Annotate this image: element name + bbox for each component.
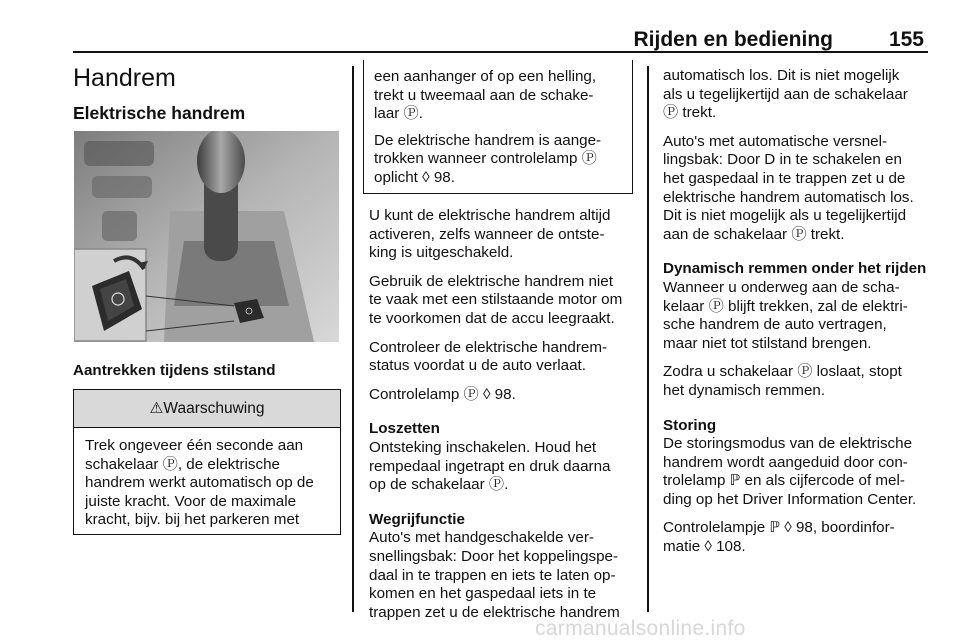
chapter-title: Rijden en bediening bbox=[633, 28, 833, 51]
warning-continued-paragraph: een aanhanger of op een helling, trekt u tweemaal aan de schake- laar Ⓟ. bbox=[374, 68, 597, 123]
paragraph: Gebruik de elektrische handrem niet te vaak met een stilstaande motor om te voorkomen dat de accu leegraakt. bbox=[369, 272, 623, 327]
column-2-text bbox=[369, 207, 639, 632]
page-number: 155 bbox=[888, 28, 924, 51]
warning-line: handrem werkt automatisch op de bbox=[85, 474, 314, 492]
header-rule bbox=[73, 51, 928, 53]
paragraph: Controleer de elektrische handrem- status voordat u de auto verlaat. bbox=[369, 338, 608, 375]
heading-dynamisch-remmen: Dynamisch remmen onder het rijden bbox=[663, 260, 927, 278]
warning-line: schakelaar Ⓟ, de elektrische bbox=[85, 455, 280, 473]
heading-wegrijfunctie: Wegrijfunctie bbox=[369, 510, 465, 528]
warning-box-continued bbox=[363, 60, 633, 194]
paragraph: automatisch los. Dit is niet mogelijk als u tegelijkertijd aan de schakelaar Ⓟ trekt. bbox=[663, 67, 908, 122]
paragraph: Controlelamp Ⓟ ◊ 98. bbox=[369, 385, 516, 403]
section-subtitle: Elektrische handrem bbox=[73, 103, 246, 123]
paragraph: Wanneer u onderweg aan de scha- kelaar Ⓟ blijft trekken, zal de elektri- sche handrem de auto vertragen, maar niet tot stilstand brengen. bbox=[663, 278, 908, 352]
paragraph: Auto's met automatische versnel- lingsbak: Door D in te schakelen en het gaspedaal in te trappen zet u de elektrische handrem automatisch los. Dit is niet mogelijk als u tegelijkertijd aan de schakelaar Ⓟ trekt. bbox=[663, 132, 914, 243]
section-title: Handrem bbox=[73, 64, 176, 92]
warning-lamp-paragraph: De elektrische handrem is aange- trokken wanneer controlelamp Ⓟ oplicht ◊ 98. bbox=[374, 131, 602, 186]
paragraph: Controlelampje ℙ ◊ 98, boordinfor- matie ◊ 108. bbox=[663, 519, 895, 556]
handbrake-illustration bbox=[74, 131, 339, 342]
paragraph: Zodra u schakelaar Ⓟ loslaat, stopt het dynamisch remmen. bbox=[663, 363, 902, 399]
paragraph: Ontsteking inschakelen. Houd het rempedaal ingetrapt en druk daarna op de schakelaar Ⓟ. bbox=[369, 438, 611, 494]
warning-header bbox=[74, 389, 340, 428]
warning-text bbox=[74, 428, 340, 530]
warning-icon: ⚠ bbox=[149, 400, 164, 417]
heading-storing: Storing bbox=[663, 416, 717, 434]
warning-heading: Waarschuwing bbox=[163, 400, 265, 417]
paragraph: Auto's met handgeschakelde ver- snellingsbak: Door het koppelingspe- daal in te trappen en iets te laten op- komen en het gaspedaal iets in te trappen zet u de elektrische handrem bbox=[369, 529, 620, 621]
column-3-text bbox=[663, 67, 933, 567]
heading-loszetten: Loszetten bbox=[369, 420, 440, 438]
watermark: carmanualsonline.info bbox=[535, 617, 746, 640]
warning-box bbox=[73, 389, 341, 535]
column-separator-1 bbox=[352, 66, 354, 612]
page-header bbox=[73, 26, 928, 52]
paragraph: De storingsmodus van de elektrische handrem wordt aangeduid door con- trolelamp ℙ en als cijfercode of mel- ding op het Driver Information Center. bbox=[663, 435, 917, 508]
photo-caption: Aantrekken tijdens stilstand bbox=[73, 362, 276, 379]
handbrake-photo bbox=[74, 131, 339, 342]
warning-line: kracht, bijv. bij het parkeren met bbox=[85, 511, 300, 529]
column-separator-2 bbox=[647, 66, 649, 612]
warning-line: juiste kracht. Voor de maximale bbox=[85, 492, 297, 510]
warning-line: Trek ongeveer één seconde aan bbox=[85, 437, 304, 454]
paragraph: U kunt de elektrische handrem altijd activeren, zelfs wanneer de ontste- king is uitgeschakeld. bbox=[369, 207, 611, 262]
